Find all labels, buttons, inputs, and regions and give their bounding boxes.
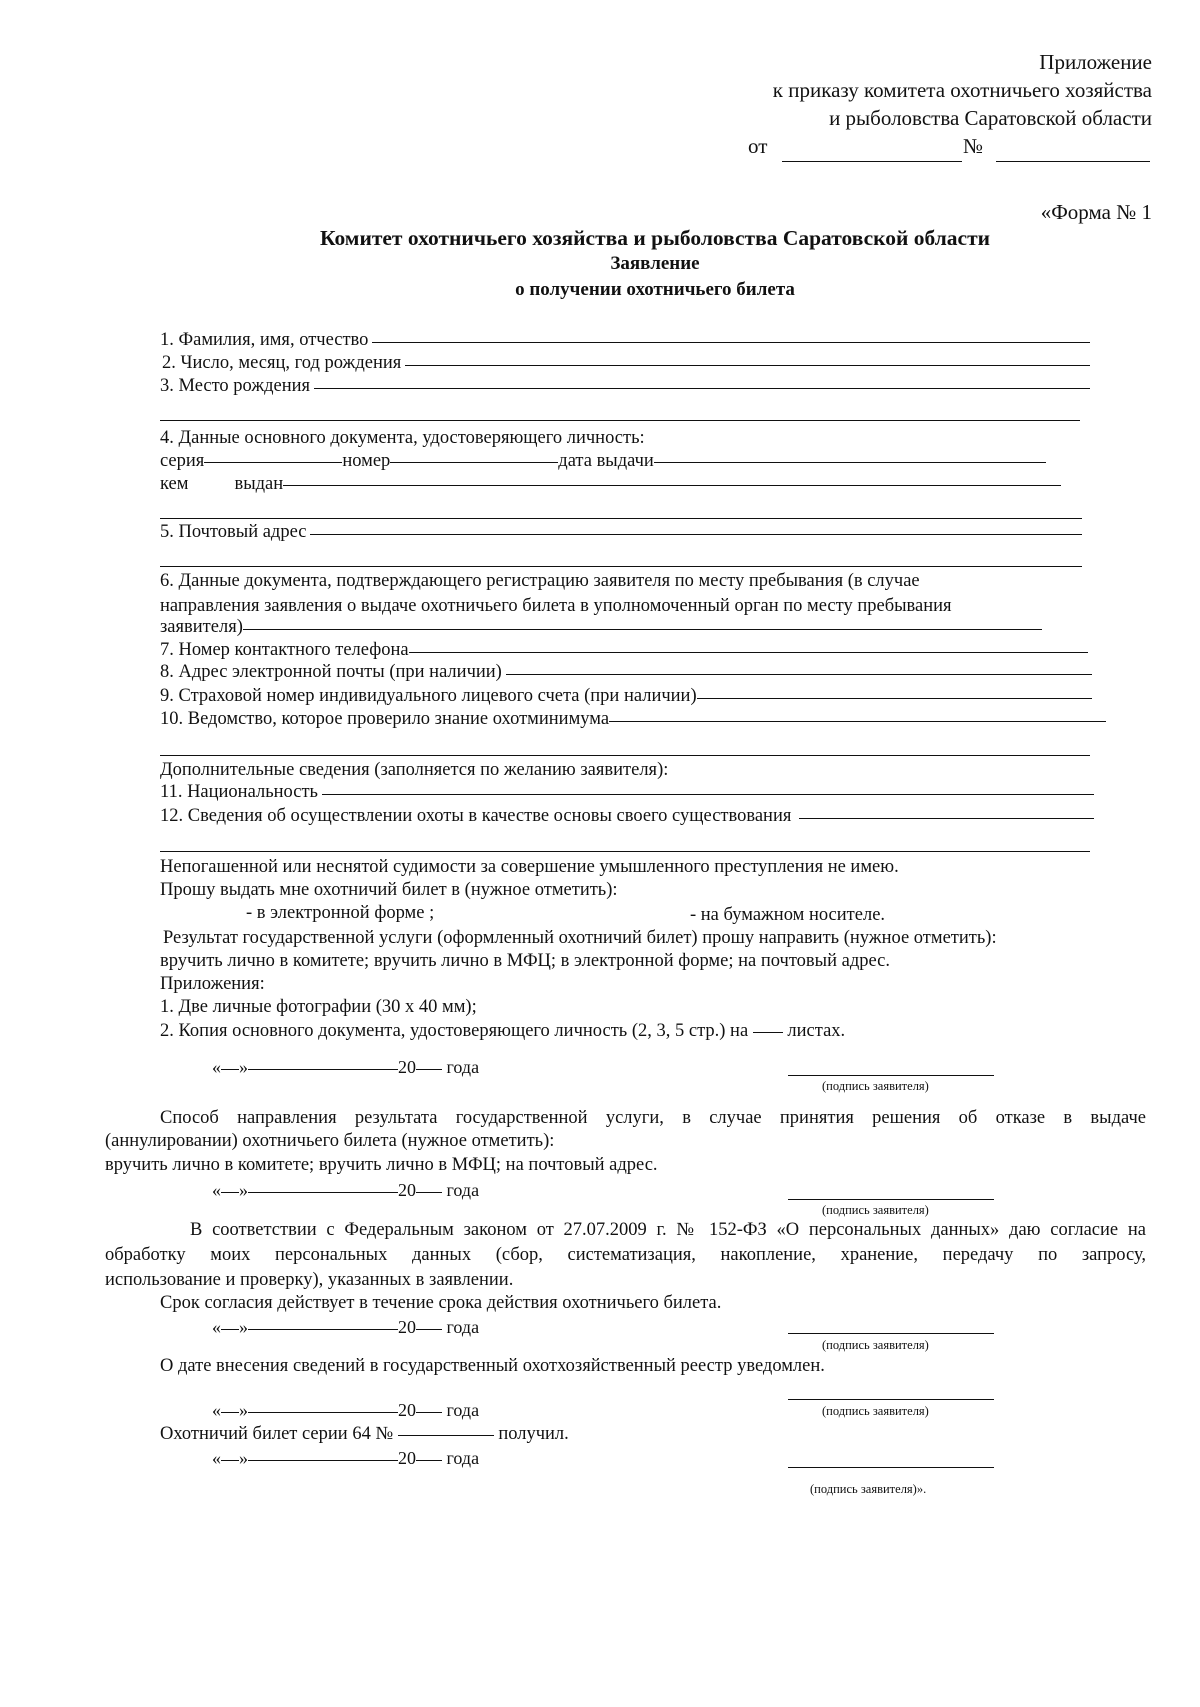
title-committee: Комитет охотничьего хозяйства и рыболовства Саратовской области	[319, 226, 991, 250]
result-delivery-line1: Результат государственной услуги (оформленный охотничий билет) прошу направить (нужное отметить):	[163, 928, 997, 948]
field-phone-label: 7. Номер контактного телефона	[160, 640, 409, 660]
header-number-label: №	[963, 134, 984, 158]
field-full-name-label: 1. Фамилия, имя, отчество	[160, 330, 369, 350]
field-registration-line2: направления заявления о выдаче охотничьего билета в уполномоченный орган по месту пребывания	[160, 596, 952, 616]
month-blank[interactable]	[248, 1460, 398, 1461]
additional-heading: Дополнительные сведения (заполняется по желанию заявителя):	[160, 760, 669, 780]
year-blank[interactable]	[416, 1329, 442, 1330]
pages-count-blank[interactable]	[753, 1032, 783, 1033]
header-appendix: Приложение	[1039, 50, 1152, 74]
refusal-line1: Способ направления результата государственной услуги, в случае принятия решения об отказе в выдаче	[160, 1108, 1146, 1128]
day-blank[interactable]	[221, 1069, 239, 1070]
number-blank[interactable]	[390, 462, 558, 463]
by-whom-label: кем	[160, 474, 189, 494]
field-birth-date[interactable]	[162, 353, 1090, 374]
field-registration[interactable]	[160, 617, 1042, 638]
attachment-id-copy-suffix: листах.	[787, 1021, 846, 1041]
issued-by-line2[interactable]	[160, 518, 1082, 519]
header-order: к приказу комитета охотничьего хозяйства	[772, 78, 1152, 102]
signature-line-1[interactable]	[788, 1075, 994, 1076]
consent-term: Срок согласия действует в течение срока действия охотничьего билета.	[160, 1293, 722, 1313]
field-registration-line1: 6. Данные документа, подтверждающего регистрацию заявителя по месту пребывания (в случае	[160, 571, 920, 591]
month-blank[interactable]	[248, 1329, 398, 1330]
option-paper[interactable]: - на бумажном носителе.	[690, 905, 886, 925]
date-row-3: « » 20 года	[212, 1317, 480, 1337]
ticket-prefix: Охотничий билет серии 64 №	[160, 1424, 394, 1444]
issued-label: выдан	[234, 474, 284, 494]
date-row-1: « » 20 года	[212, 1057, 480, 1077]
signature-label-final: (подпись заявителя)».	[810, 1482, 927, 1496]
issue-date-label: дата выдачи	[558, 451, 654, 471]
field-snils[interactable]	[160, 686, 1092, 707]
day-blank[interactable]	[221, 1412, 239, 1413]
consent-line3: использование и проверку), указанных в заявлении.	[105, 1270, 514, 1290]
postal-address-line2[interactable]	[160, 566, 1082, 567]
agency-line2[interactable]	[160, 755, 1090, 756]
field-email[interactable]	[160, 662, 1092, 683]
field-id-doc-heading: 4. Данные основного документа, удостоверяющего личность:	[160, 428, 645, 448]
field-full-name[interactable]	[160, 330, 1090, 351]
consent-line1: В соответствии с Федеральным законом от 27.07.2009 г. № 152-ФЗ «О персональных данных» даю согласие на	[190, 1220, 1146, 1240]
year-blank[interactable]	[416, 1412, 442, 1413]
year-blank[interactable]	[416, 1069, 442, 1070]
result-delivery-line2: вручить лично в комитете; вручить лично в МФЦ; в электронной форме; на почтовый адрес.	[160, 951, 890, 971]
refusal-line2: (аннулировании) охотничьего билета (нужное отметить):	[105, 1131, 555, 1151]
month-blank[interactable]	[248, 1412, 398, 1413]
number-label: номер	[342, 451, 391, 471]
field-postal-address[interactable]	[160, 522, 1082, 543]
month-blank[interactable]	[248, 1069, 398, 1070]
field-nationality-label: 11. Национальность	[160, 782, 318, 802]
signature-line-3[interactable]	[788, 1333, 994, 1334]
id-doc-row	[160, 451, 1046, 472]
header-org: и рыболовства Саратовской области	[829, 106, 1152, 130]
field-agency[interactable]	[160, 709, 1106, 730]
refusal-line3: вручить лично в комитете; вручить лично в МФЦ; на почтовый адрес.	[105, 1155, 658, 1175]
series-blank[interactable]	[204, 462, 342, 463]
field-nationality[interactable]	[160, 782, 1094, 803]
signature-line-5[interactable]	[788, 1467, 994, 1468]
signature-line-4[interactable]	[788, 1399, 994, 1400]
issued-by-row	[160, 474, 1061, 495]
date-row-5: « » 20 года	[212, 1448, 480, 1468]
month-blank[interactable]	[248, 1192, 398, 1193]
attachment-id-copy	[160, 1021, 845, 1042]
day-blank[interactable]	[221, 1460, 239, 1461]
consent-line2: обработку моих персональных данных (сбор, систематизация, накопление, хранение, передачу по запросу,	[105, 1245, 1146, 1265]
field-birth-place-label: 3. Место рождения	[160, 376, 311, 396]
ticket-suffix: получил.	[498, 1424, 569, 1444]
field-registration-line3: заявителя)	[160, 617, 243, 637]
signature-label-3: (подпись заявителя)	[822, 1338, 929, 1352]
no-criminal-record: Непогашенной или неснятой судимости за совершение умышленного преступления не имею.	[160, 857, 899, 877]
field-birth-place[interactable]	[160, 376, 1090, 397]
issued-by-blank[interactable]	[283, 485, 1061, 486]
field-snils-label: 9. Страховой номер индивидуального лицевого счета (при наличии)	[160, 686, 697, 706]
signature-label-1: (подпись заявителя)	[822, 1079, 929, 1093]
date-row-2: « » 20 года	[212, 1180, 480, 1200]
field-hunting-livelihood[interactable]	[160, 806, 1094, 827]
field-email-label: 8. Адрес электронной почты (при наличии)	[160, 662, 502, 682]
header-date-label: от	[748, 134, 768, 158]
issue-date-blank[interactable]	[654, 462, 1046, 463]
signature-label-2: (подпись заявителя)	[822, 1203, 929, 1217]
series-label: серия	[160, 451, 205, 471]
attachment-photos: 1. Две личные фотографии (30 х 40 мм);	[160, 997, 477, 1017]
hunting-livelihood-line2[interactable]	[160, 851, 1090, 852]
field-postal-address-label: 5. Почтовый адрес	[160, 522, 307, 542]
request-text: Прошу выдать мне охотничий билет в (нужное отметить):	[160, 880, 618, 900]
field-birth-date-label: 2. Число, месяц, год рождения	[162, 353, 402, 373]
header-date-blank[interactable]	[782, 161, 962, 162]
option-electronic[interactable]: - в электронной форме ;	[246, 903, 435, 923]
field-hunting-livelihood-label: 12. Сведения об осуществлении охоты в качестве основы своего существования	[160, 806, 792, 826]
day-blank[interactable]	[221, 1192, 239, 1193]
field-agency-label: 10. Ведомство, которое проверило знание охотминимума	[160, 709, 610, 729]
year-blank[interactable]	[416, 1192, 442, 1193]
ticket-received	[160, 1424, 569, 1445]
title-statement: Заявление	[610, 253, 700, 274]
title-subject: о получении охотничьего билета	[515, 279, 795, 300]
field-birth-place-line2[interactable]	[160, 420, 1080, 421]
signature-label-4: (подпись заявителя)	[822, 1404, 929, 1418]
ticket-number-blank[interactable]	[398, 1435, 494, 1436]
header-number-blank[interactable]	[996, 161, 1150, 162]
day-blank[interactable]	[221, 1329, 239, 1330]
signature-line-2[interactable]	[788, 1199, 994, 1200]
form-label: «Форма № 1	[1040, 200, 1152, 224]
date-row-4: « » 20 года	[212, 1400, 480, 1420]
registry-notice: О дате внесения сведений в государственный охотхозяйственный реестр уведомлен.	[160, 1356, 825, 1376]
attachment-id-copy-text: 2. Копия основного документа, удостоверяющего личность (2, 3, 5 стр.) на	[160, 1021, 749, 1041]
attachments-heading: Приложения:	[160, 974, 265, 994]
year-blank[interactable]	[416, 1460, 442, 1461]
field-phone[interactable]	[160, 640, 1088, 661]
